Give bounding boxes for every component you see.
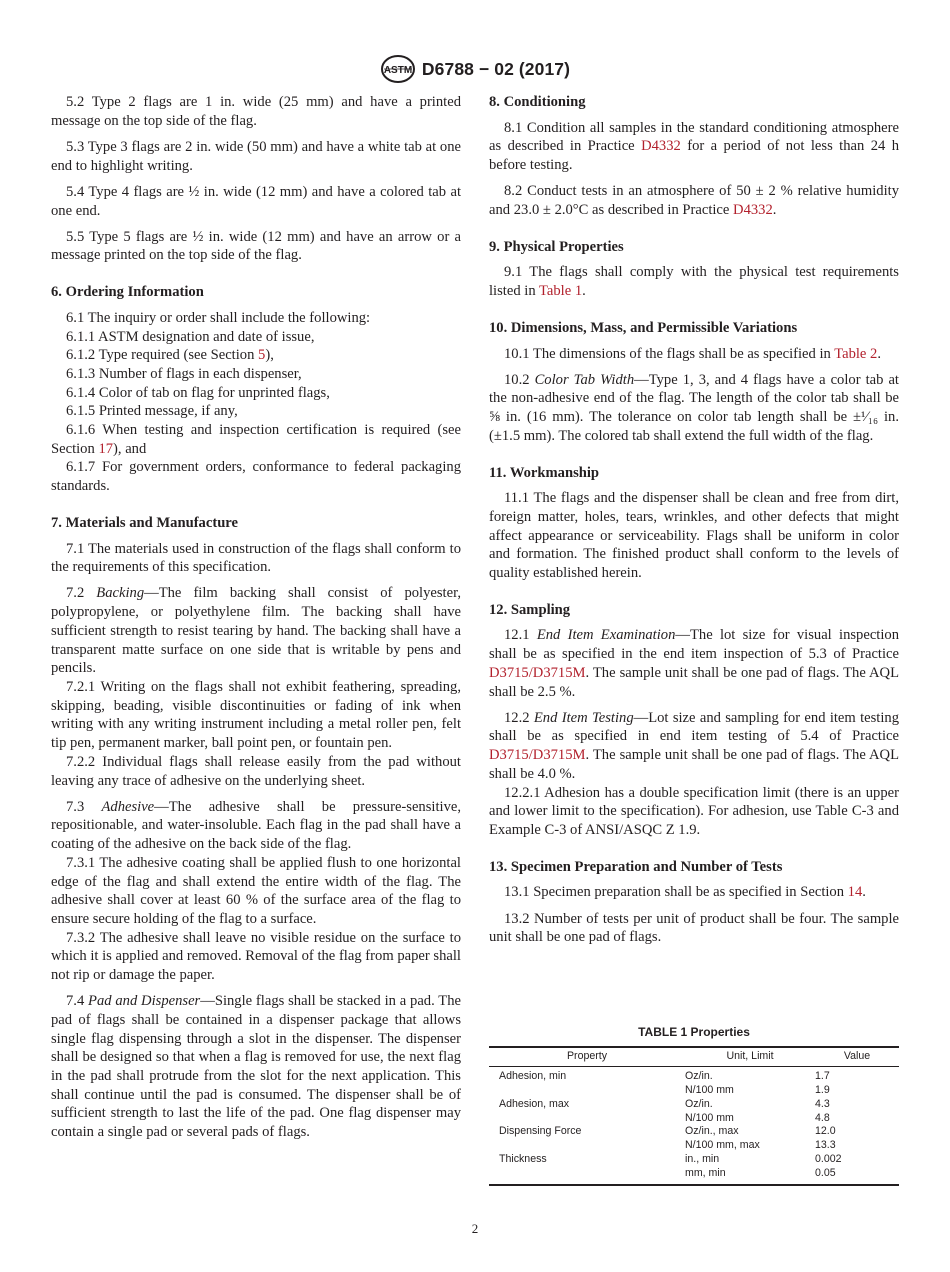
section-link-14[interactable]: 14 <box>847 884 863 901</box>
standard-link-d4332[interactable]: D4332 <box>641 138 681 155</box>
cell-property <box>489 1167 685 1185</box>
text: 13.1 Specimen preparation shall be as specified in Section <box>504 884 848 901</box>
section-heading-10: 10. Dimensions, Mass, and Permissible Variations <box>489 319 798 336</box>
cell-unit: in., min <box>685 1153 720 1166</box>
paragraph-13-2: 13.2 Number of tests per unit of product shall be four. The sample unit shall be one pad of flags. <box>489 910 899 946</box>
text: . The sample unit shall be one pad of flags. The AQL shall be 4.0 %. <box>489 747 899 782</box>
paragraph-12-2 <box>489 709 899 784</box>
paragraph-5-5: 5.5 Type 5 flags are ½ in. wide (12 mm) and have an arrow or a message printed on the top side of the flag. <box>51 228 461 264</box>
subsection-title: End Item Examination <box>536 627 676 644</box>
column-header-property: Property <box>566 1049 608 1062</box>
cell-property <box>489 1084 685 1098</box>
table-link-2[interactable]: Table 2 <box>834 345 878 362</box>
text: —Lot size and sampling for end item testing shall be as specified in end item testing of 5.4 of Practice <box>489 709 900 745</box>
cell-unit: N/100 mm, max <box>685 1139 760 1152</box>
standard-designation: D6788 − 02 (2017) <box>421 58 571 79</box>
paragraph-8-2 <box>489 182 899 219</box>
paragraph-6-1-2 <box>51 346 461 365</box>
paragraph-7-1: 7.1 The materials used in construction of the flags shall conform to the requirements of this specification. <box>51 540 461 576</box>
cell-value: 4.8 <box>815 1111 830 1124</box>
paragraph-7-2-1: 7.2.1 Writing on the flags shall not exhibit feathering, spreading, skipping, beading, visible discontinuities or fading of ink when writing with any writing instrument including a metal roller pen, felt tip pen, permanent marker, ball point pen, or fountain pen. <box>51 678 461 752</box>
right-column <box>489 93 899 947</box>
cell-value: 12.0 <box>815 1125 836 1138</box>
section-link-17[interactable]: 17 <box>98 440 114 457</box>
text: 10.1 The dimensions of the flags shall be as specified in <box>504 345 835 362</box>
text: 7.2 <box>66 585 97 602</box>
table-row <box>489 1098 899 1112</box>
text: ), and <box>113 440 147 457</box>
paragraph-6-1-1: 6.1.1 ASTM designation and date of issue, <box>66 328 315 345</box>
paragraph-9-1 <box>489 263 899 300</box>
text: —The adhesive shall be pressure-sensitive, repositionable, and water-insoluble. Each flag in the pad shall have a coating of the adhesive on the back side of the flag. <box>51 798 461 853</box>
text: 6.1.2 Type required (see Section <box>66 347 259 364</box>
paragraph-7-2 <box>51 584 461 678</box>
paragraph-12-1 <box>489 626 899 701</box>
cell-value: 1.9 <box>815 1083 830 1096</box>
text: 12.1 <box>504 627 537 644</box>
astm-logo-icon <box>380 54 416 84</box>
paragraph-6-1-3: 6.1.3 Number of flags in each dispenser, <box>66 365 302 382</box>
cell-property <box>489 1112 685 1126</box>
properties-table <box>489 1046 899 1186</box>
cell-unit: Oz/in., max <box>685 1125 739 1138</box>
paragraph-5-4: 5.4 Type 4 flags are ½ in. wide (12 mm) and have a colored tab at one end. <box>51 183 461 219</box>
text: 10.2 <box>504 371 535 388</box>
svg-text:ASTM: ASTM <box>383 65 413 76</box>
page-number: 2 <box>471 1221 479 1236</box>
paragraph-10-2 <box>489 371 899 446</box>
cell-value: 0.05 <box>815 1167 836 1180</box>
cell-unit: N/100 mm <box>685 1111 734 1124</box>
text: —Type 1, 3, and 4 flags have a color tab at the non-adhesive end of the flag. The length of the color tab shall be ⅝ in. (16 mm). The tolerance on color tab length shall be ±¹⁄₁₆ in. (±1.5 mm). The colored tab shall extend the full width of the flag. <box>489 371 899 444</box>
table-row <box>489 1112 899 1126</box>
table-title: TABLE 1 Properties <box>638 1025 750 1039</box>
paragraph-6-1-6 <box>51 421 461 458</box>
cell-value: 1.7 <box>815 1069 830 1082</box>
section-link-5[interactable]: 5 <box>258 347 266 364</box>
section-heading-8: 8. Conditioning <box>489 94 586 110</box>
table-row <box>489 1066 899 1083</box>
text: for a period of not less than 24 h before testing. <box>489 138 900 174</box>
paragraph-8-1 <box>489 119 899 175</box>
column-header-value: Value <box>843 1049 871 1062</box>
text: 6.1.6 When testing and inspection certification is required (see Section <box>51 422 461 457</box>
text: . The sample unit shall be one pad of flags. The AQL shall be 2.5 %. <box>489 664 899 700</box>
table-row <box>489 1139 899 1153</box>
section-heading-6: 6. Ordering Information <box>51 284 204 301</box>
table-row <box>489 1167 899 1185</box>
subsection-title: Adhesive <box>101 798 155 815</box>
cell-unit: mm, min <box>685 1167 726 1180</box>
page-header <box>0 52 950 86</box>
text: 7.3 <box>66 798 102 815</box>
cell-property <box>489 1139 685 1153</box>
paragraph-12-2-1: 12.2.1 Adhesion has a double specification limit (there is an upper and lower limit to the specification). For adhesion, use Table C-3 and Example C-3 of ANSI/ASQC Z 1.9. <box>489 784 899 838</box>
text: . <box>582 283 586 300</box>
text: ), <box>265 347 274 364</box>
column-header-unit-limit: Unit, Limit <box>726 1049 774 1062</box>
subsection-title: Backing <box>96 585 145 602</box>
text: 8.2 Conduct tests in an atmosphere of 50 ± 2 % relative humidity and 23.0 ± 2.0°C as described in Practice <box>489 183 899 219</box>
cell-value: 13.3 <box>815 1139 836 1152</box>
paragraph-6-1: 6.1 The inquiry or order shall include the following: <box>66 309 371 326</box>
section-heading-11: 11. Workmanship <box>489 464 600 481</box>
text: 7.4 <box>66 993 89 1010</box>
paragraph-7-3 <box>51 798 461 854</box>
paragraph-6-1-4: 6.1.4 Color of tab on flag for unprinted flags, <box>66 384 330 401</box>
cell-unit: Oz/in. <box>685 1069 713 1082</box>
text: —The lot size for visual inspection shall be as specified in the end item inspection of 5.3 of Practice <box>489 627 899 663</box>
text: 9.1 The flags shall comply with the physical test requirements listed in <box>489 264 899 300</box>
left-column <box>51 93 461 1142</box>
table-header-row <box>489 1047 899 1066</box>
subsection-title: Color Tab Width <box>534 371 635 388</box>
cell-value: 0.002 <box>815 1153 842 1166</box>
table-row <box>489 1125 899 1139</box>
section-heading-7: 7. Materials and Manufacture <box>51 514 238 531</box>
paragraph-7-3-1: 7.3.1 The adhesive coating shall be applied flush to one horizontal edge of the flag and shall extend the entire width of the flag. The adhesive shall cover at least 60 % of the surface area of the flag to ensure secure holding of the flag to a surface. <box>51 854 461 927</box>
paragraph-5-3: 5.3 Type 3 flags are 2 in. wide (50 mm) and have a white tab at one end to highlight writing. <box>51 138 461 174</box>
standard-link-d3715[interactable]: D3715/D3715M <box>489 747 586 764</box>
section-heading-13: 13. Specimen Preparation and Number of Tests <box>489 858 783 875</box>
paragraph-10-1 <box>489 345 899 364</box>
cell-property: Adhesion, min <box>499 1069 567 1082</box>
cell-property: Adhesion, max <box>499 1097 570 1110</box>
text: . <box>772 202 777 219</box>
text: —Single flags shall be stacked in a pad. The pad of flags shall be contained in a dispenser package that allows single flag dispensing through a slot in the dispenser. The dispenser shall be designed so that when a flag is removed for use, the next flag in the pad shall protrude from the slot for the next application. This shall continue until the pad is consumed. The dispenser shall be of sufficient strength to last the life of the pad. One flag dispenser may contain a single pad or several pads of flags. <box>51 993 461 1141</box>
table-row <box>489 1084 899 1098</box>
paragraph-13-1 <box>489 883 899 902</box>
section-heading-12: 12. Sampling <box>489 601 571 618</box>
cell-unit: Oz/in. <box>685 1097 713 1110</box>
paragraph-11-1: 11.1 The flags and the dispenser shall be clean and free from dirt, foreign matter, holes, tears, wrinkles, and other defects that might affect appearance or serviceability. Flags shall be uniform in color and formation. The finished product shall conform to the levels of quality established herein. <box>489 490 899 582</box>
cell-property: Dispensing Force <box>499 1125 582 1138</box>
subsection-title: Pad and Dispenser <box>88 993 201 1010</box>
standard-link-d4332[interactable]: D4332 <box>733 202 773 219</box>
subsection-title: End Item Testing <box>533 709 634 726</box>
text: . <box>877 345 882 362</box>
text: —The film backing shall consist of polyester, polypropylene, or polyethylene film. The backing shall have sufficient strength to resist tearing by hand. The backing shall have a transparent matte surface on one side that is writable by pens and pencils. <box>51 585 462 677</box>
standard-link-d3715[interactable]: D3715/D3715M <box>489 664 586 681</box>
table-link-1[interactable]: Table 1 <box>539 283 583 300</box>
cell-property: Thickness <box>499 1153 547 1166</box>
text: . <box>862 884 866 901</box>
cell-unit: N/100 mm <box>685 1083 734 1096</box>
paragraph-7-4 <box>51 992 461 1142</box>
paragraph-6-1-7: 6.1.7 For government orders, conformance to federal packaging standards. <box>51 459 461 495</box>
text: 8.1 Condition all samples in the standard conditioning atmosphere as described in Practice <box>489 119 899 155</box>
section-heading-9: 9. Physical Properties <box>489 238 624 255</box>
paragraph-6-1-5: 6.1.5 Printed message, if any, <box>66 403 238 420</box>
cell-value: 4.3 <box>815 1097 830 1110</box>
table-1-properties <box>489 1026 899 1186</box>
paragraph-7-3-2: 7.3.2 The adhesive shall leave no visible residue on the surface to which it is applied and removed. Removal of the flag from paper shall not rip or damage the paper. <box>51 929 461 984</box>
text: 12.2 <box>504 709 534 726</box>
table-row <box>489 1153 899 1167</box>
paragraph-5-2: 5.2 Type 2 flags are 1 in. wide (25 mm) and have a printed message on the top side of the flag. <box>51 94 461 129</box>
paragraph-7-2-2: 7.2.2 Individual flags shall release easily from the pad without leaving any trace of adhesive on the underlying sheet. <box>51 753 461 789</box>
